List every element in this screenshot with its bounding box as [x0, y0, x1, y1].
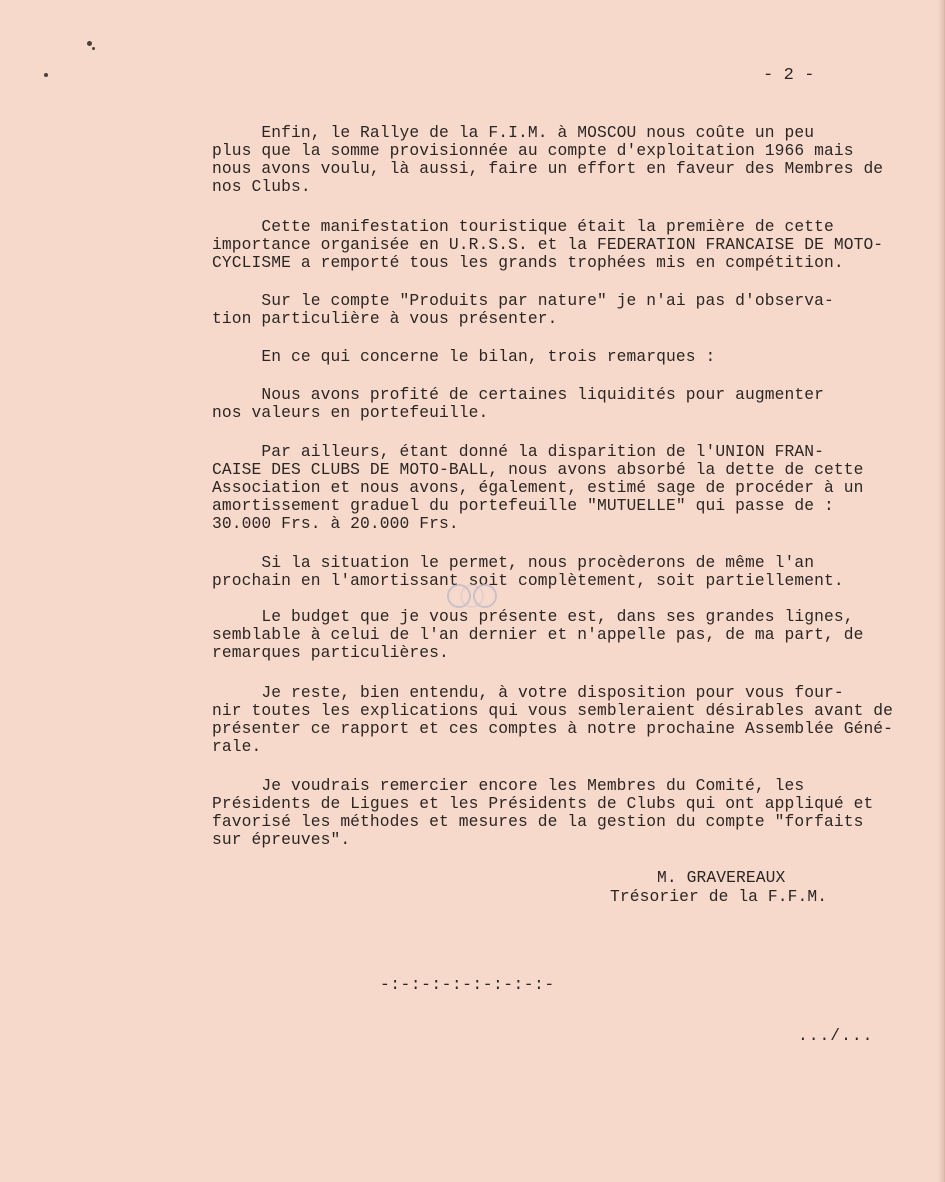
text-line: Présidents de Ligues et les Présidents de Clubs qui ont appliqué et — [212, 794, 874, 813]
paragraph-thanks — [212, 777, 918, 849]
text-line: En ce qui concerne le bilan, trois remarques : — [212, 347, 716, 366]
ink-speck-icon — [44, 73, 48, 77]
text-line: CYCLISME a remporté tous les grands trophées mis en compétition. — [212, 253, 844, 272]
text-line: Sur le compte "Produits par nature" je n'ai pas d'observa- — [212, 291, 834, 310]
text-line: Je reste, bien entendu, à votre disposition pour vous four- — [212, 683, 844, 702]
paragraph-tourist-event — [212, 218, 918, 272]
text-line: prochain en l'amortissant soit complètement, soit partiellement. — [212, 571, 844, 590]
text-line: CAISE DES CLUBS DE MOTO-BALL, nous avons absorbé la dette de cette — [212, 460, 864, 479]
ink-speck-icon — [92, 47, 95, 50]
ink-speck-icon — [87, 41, 92, 46]
text-line: Je voudrais remercier encore les Membres du Comité, les — [212, 776, 805, 795]
paragraph-liquidities — [212, 386, 918, 422]
paragraph-budget — [212, 608, 918, 662]
text-line: nir toutes les explications qui vous sembleraient désirables avant de — [212, 701, 894, 720]
paragraph-availability — [212, 684, 918, 756]
text-line: plus que la somme provisionnée au compte d'exploitation 1966 mais — [212, 141, 854, 160]
paragraph-next-year — [212, 554, 918, 590]
text-line: semblable à celui de l'an dernier et n'appelle pas, de ma part, de — [212, 625, 864, 644]
text-line: sur épreuves". — [212, 830, 351, 849]
text-line: rale. — [212, 737, 262, 756]
separator-line: -:-:-:-:-:-:-:-:- — [380, 975, 555, 994]
text-line: favorisé les méthodes et mesures de la gestion du compte "forfaits — [212, 812, 864, 831]
paragraph-moto-ball-union — [212, 443, 918, 533]
text-line: tion particulière à vous présenter. — [212, 309, 558, 328]
text-line: nous avons voulu, là aussi, faire un effort en faveur des Membres de — [212, 159, 884, 178]
paragraph-moscow-rally — [212, 124, 918, 196]
continuation-marker: .../... — [798, 1026, 874, 1045]
signatory-title: Trésorier de la F.F.M. — [610, 887, 828, 906]
page-number: - 2 - — [763, 66, 815, 85]
text-line: Le budget que je vous présente est, dans ses grandes lignes, — [212, 607, 854, 626]
text-line: amortissement graduel du portefeuille "MUTUELLE" qui passe de : — [212, 496, 834, 515]
page-edge-shadow — [938, 0, 944, 1182]
signature-block — [610, 868, 870, 906]
text-line: Nous avons profité de certaines liquidités pour augmenter — [212, 385, 824, 404]
text-line: 30.000 Frs. à 20.000 Frs. — [212, 514, 459, 533]
text-line: Enfin, le Rallye de la F.I.M. à MOSCOU nous coûte un peu — [212, 123, 815, 142]
text-line: Association et nous avons, également, estimé sage de procéder à un — [212, 478, 864, 497]
text-line: nos Clubs. — [212, 177, 311, 196]
text-line: nos valeurs en portefeuille. — [212, 403, 489, 422]
text-line: Cette manifestation touristique était la première de cette — [212, 217, 834, 236]
paragraph-balance-sheet — [212, 348, 918, 366]
text-line: remarques particulières. — [212, 643, 449, 662]
text-line: Si la situation le permet, nous procèderons de même l'an — [212, 553, 815, 572]
paragraph-products-account — [212, 292, 918, 328]
text-line: Par ailleurs, étant donné la disparition de l'UNION FRAN- — [212, 442, 824, 461]
signatory-name: M. GRAVEREAUX — [657, 868, 786, 887]
text-line: présenter ce rapport et ces comptes à notre prochaine Assemblée Géné- — [212, 719, 894, 738]
text-line: importance organisée en U.R.S.S. et la FEDERATION FRANCAISE DE MOTO- — [212, 235, 884, 254]
